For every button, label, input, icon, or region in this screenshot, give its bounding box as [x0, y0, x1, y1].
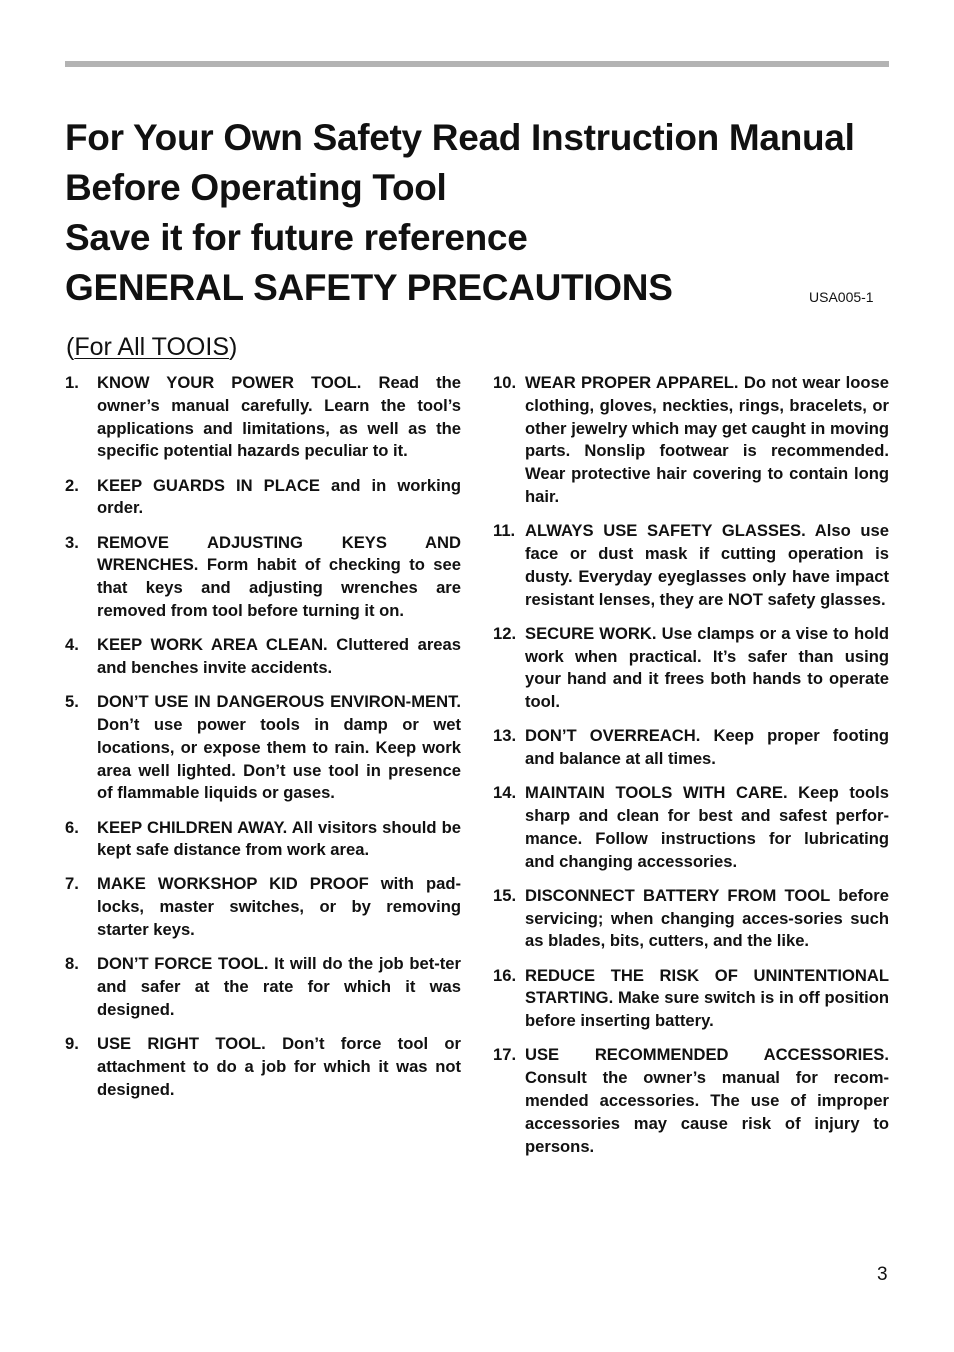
item-number: 17. [493, 1045, 517, 1065]
item-number: 8. [65, 954, 79, 974]
item-text: REMOVE ADJUSTING KEYS AND WRENCHES. Form habit of checking to see that keys and adjusting wrenches are removed from tool before turning it on. [97, 532, 461, 620]
section-title: GENERAL SAFETY PRECAUTIONS [65, 267, 673, 308]
list-item [65, 953, 461, 1021]
item-text: DON’T FORCE TOOL. It will do the job bet-ter and safer at the rate for which it was designed. [97, 954, 461, 1019]
list-item [493, 965, 889, 1033]
list-item [65, 873, 461, 941]
list-item [65, 691, 461, 805]
item-text: KEEP WORK AREA CLEAN. Cluttered areas and benches invite accidents. [97, 635, 461, 677]
item-number: 14. [493, 783, 517, 803]
item-text: DON’T USE IN DANGEROUS ENVIRON-MENT. Don’t use power tools in damp or wet locations, or expose them to rain. Keep work area well lighted. Don’t use tool in presence of flammable liquids or gases. [97, 692, 461, 803]
item-text: REDUCE THE RISK OF UNINTENTIONAL STARTING. Make sure switch is in off position before inserting battery. [525, 965, 889, 1031]
heading-line-2: Before Operating Tool [65, 167, 447, 208]
subheading [66, 331, 237, 363]
item-number: 16. [493, 965, 517, 985]
item-number: 10. [493, 373, 517, 392]
list-item [65, 372, 461, 463]
item-text: KEEP CHILDREN AWAY. All visitors should be kept safe distance from work area. [97, 817, 461, 860]
document-code: USA005-1 [809, 289, 874, 305]
left-column [65, 372, 461, 1113]
heading-line-1: For Your Own Safety Read Instruction Manual [65, 117, 855, 158]
item-number: 6. [65, 817, 79, 837]
item-number: 7. [65, 874, 79, 894]
item-text: DISCONNECT BATTERY FROM TOOL before servicing; when changing acces-sories such as blades, bits, cutters, and the like. [525, 885, 889, 951]
list-item [65, 1033, 461, 1101]
item-text: MAINTAIN TOOLS WITH CARE. Keep tools sharp and clean for best and safest perfor-mance. Follow instructions for lubricating and changing accessories. [525, 783, 889, 871]
list-item [65, 532, 461, 623]
item-text: KNOW YOUR POWER TOOL. Read the owner’s manual carefully. Learn the tool’s applications and limitations, as well as the specific potential hazards peculiar to it. [97, 373, 461, 461]
item-number: 3. [65, 532, 79, 552]
item-text: ALWAYS USE SAFETY GLASSES. Also use face or dust mask if cutting operation is dusty. Everyday eyeglasses only have impact resistant lenses, they are NOT safety glasses. [525, 521, 889, 609]
item-number: 5. [65, 692, 79, 712]
right-column [493, 372, 889, 1170]
item-text: USE RIGHT TOOL. Don’t force tool or attachment to do a job for which it was not designed. [97, 1034, 461, 1099]
item-text: KEEP GUARDS IN PLACE and in working order. [97, 475, 461, 518]
item-number: 1. [65, 373, 79, 392]
list-item [493, 1044, 889, 1158]
heading-line-3: Save it for future reference [65, 217, 528, 258]
list-item [493, 885, 889, 953]
item-number: 9. [65, 1034, 79, 1054]
list-item [493, 623, 889, 714]
list-item [65, 817, 461, 863]
item-text: MAKE WORKSHOP KID PROOF with pad-locks, master switches, or by removing starter keys. [97, 874, 461, 940]
item-text: USE RECOMMENDED ACCESSORIES. Consult the owner’s manual for recom-mended accessories. The use of improper accessories may cause risk of injury to persons. [525, 1045, 889, 1156]
page-number: 3 [877, 1264, 888, 1285]
item-text: SECURE WORK. Use clamps or a vise to hold work when practical. It’s safer than using your hand and it frees both hands to operate tool. [525, 623, 889, 712]
item-number: 4. [65, 635, 79, 655]
top-rule [65, 61, 889, 67]
subheading-text: For All TOOIS [74, 333, 230, 361]
list-item [493, 372, 889, 509]
subheading-close-paren: ) [229, 333, 238, 361]
list-item [493, 782, 889, 873]
list-item [493, 520, 889, 611]
item-number: 15. [493, 885, 517, 905]
heading-block [65, 113, 889, 313]
subheading-open-paren: ( [66, 333, 75, 361]
item-number: 12. [493, 623, 517, 643]
item-number: 11. [493, 521, 516, 541]
item-number: 2. [65, 475, 79, 495]
list-item [65, 475, 461, 521]
item-text: WEAR PROPER APPAREL. Do not wear loose clothing, gloves, neckties, rings, bracelets, or other jewelry which may get caught in moving parts. Nonslip footwear is recommended. Wear protective hair covering to contain long hair. [525, 373, 889, 506]
list-item [65, 634, 461, 680]
list-item [493, 725, 889, 771]
item-number: 13. [493, 726, 517, 746]
item-text: DON’T OVERREACH. Keep proper footing and balance at all times. [525, 726, 889, 769]
